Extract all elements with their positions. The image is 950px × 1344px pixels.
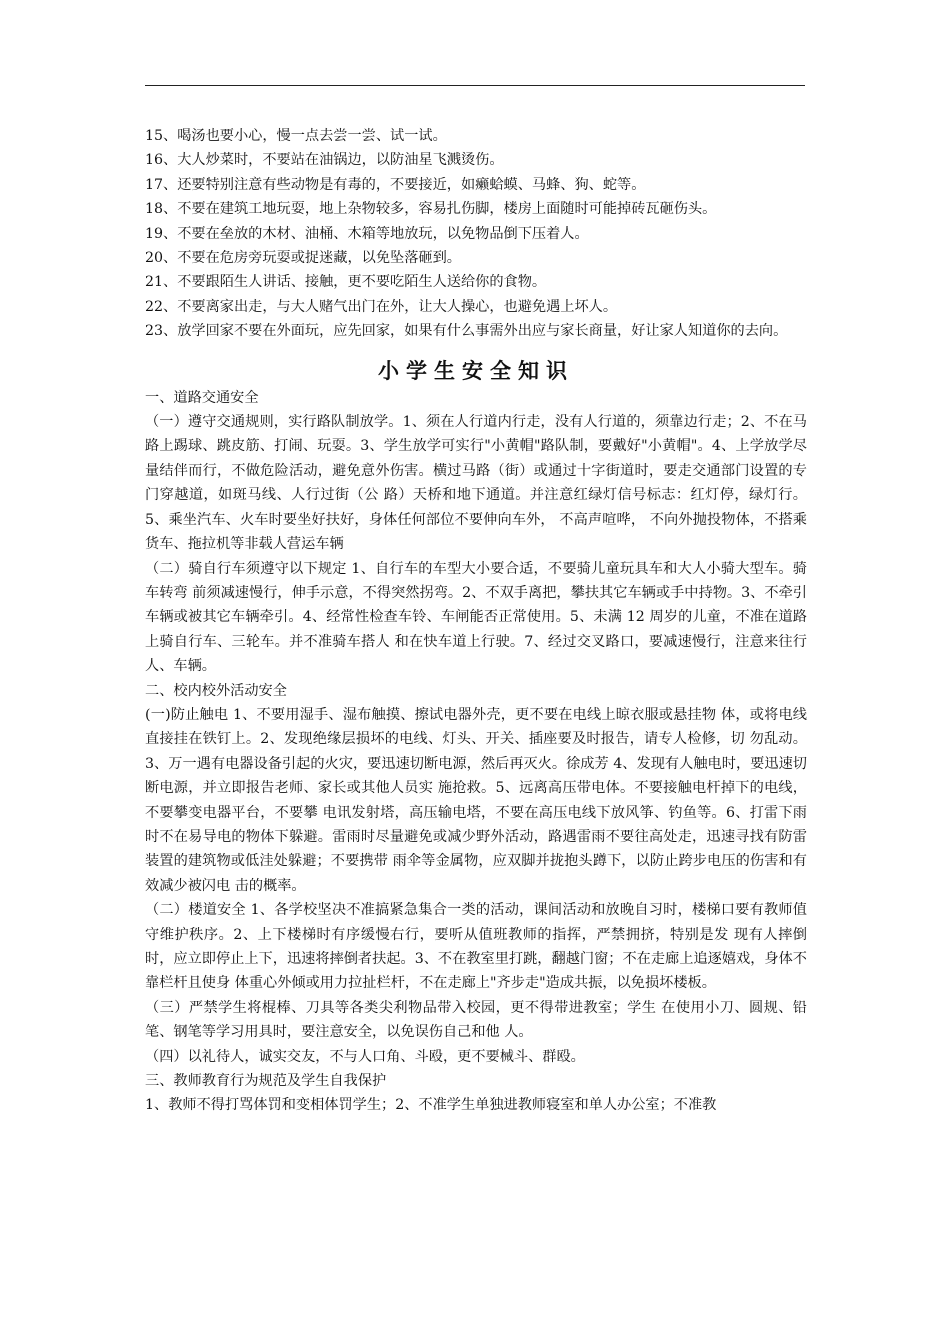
campus-safety-paragraph-1: (一)防止触电 1、不要用湿手、湿布触摸、擦试电器外壳，更不要在电线上晾衣服或悬挂物 体，或将电线直接挂在铁钉上。2、发现绝缘层损坏的电线、灯头、开关、插座要及时报告，请专人检修，切 勿乱动。3、万一遇有电器设备引起的火灾，要迅速切断电源，然后再灭火。徐成芳 4、发现有人触电时，要迅速切断电源，并立即报告老师、家长或其他人员实 施抢救。5、远离高压带电体。不要接触电杆掉下的电线，不要攀变电器平台，不要攀 电讯发射塔，高压输电塔，不要在高压电线下放风筝、钓鱼等。6、打雷下雨时不在易导电的物体下躲避。雷雨时尽量避免或减少野外活动，路遇雷雨不要往高处走，迅速寻找有防雷装置的建筑物或低洼处躲避；不要携带 雨伞等金属物，应双脚并拢抱头蹲下，以防止跨步电压的伤害和有效减少被闪电 击的概率。 [145, 706, 807, 894]
teacher-conduct-heading: 三、教师教育行为规范及学生自我保护 [145, 1073, 387, 1090]
campus-safety-heading: 二、校内校外活动安全 [145, 682, 287, 699]
document-body [145, 124, 807, 1118]
tip-15: 15、喝汤也要小心，慢一点去尝一尝、试一试。 [145, 128, 447, 144]
tip-17: 17、还要特别注意有些动物是有毒的，不要接近，如癞蛤蟆、马蜂、狗、蛇等。 [145, 176, 646, 193]
header-rule [145, 85, 805, 86]
road-safety-paragraph-2: （二）骑自行车须遵守以下规定 1、自行车的车型大小要合适，不要骑儿童玩具车和大人小骑大型车。骑车转弯 前须减速慢行，伸手示意，不得突然拐弯。2、不双手离把，攀扶其它车辆或手中持物。3、不牵引车辆或被其它车辆牵引。4、经常性检查车铃、车闸能否正常使用。5、未满 12 周岁的儿童，不准在道路上骑自行车、三轮车。并不准骑车搭人 和在快车道上行驶。7、经过交叉路口，要减速慢行，注意来往行人、车辆。 [145, 560, 807, 675]
tip-16: 16、大人炒菜时，不要站在油锅边，以防油星飞溅烫伤。 [145, 152, 504, 169]
tip-23: 23、放学回家不要在外面玩，应先回家，如果有什么事需外出应与家长商量，好让家人知道你的去向。 [145, 323, 788, 340]
campus-safety-paragraph-3: （三）严禁学生将棍棒、刀具等各类尖利物品带入校园，更不得带进教室；学生 在使用小刀、圆规、铅笔、钢笔等学习用具时，要注意安全，以免误伤自己和他 人。 [145, 999, 807, 1041]
campus-safety-paragraph-2: （二）楼道安全 1、各学校坚决不准搞紧急集合一类的活动，课间活动和放晚自习时，楼梯口要有教师值守维护秩序。2、上下楼梯时有序缓慢右行，要听从值班教师的指挥，严禁拥挤，特别是发 现有人摔倒时，应立即停止上下，迅速将摔倒者扶起。3、不在教室里打跳，翻越门窗；不在走廊上追逐嬉戏，身体不靠栏杆且使身 体重心外倾或用力拉扯栏杆，不在走廊上"齐步走"造成共振，以免损坏楼板。 [145, 902, 807, 992]
document-title: 小学生安全知识 [378, 358, 574, 383]
tip-20: 20、不要在危房旁玩耍或捉迷藏，以免坠落砸到。 [145, 250, 461, 267]
tip-21: 21、不要跟陌生人讲话、接触，更不要吃陌生人送给你的食物。 [145, 274, 547, 291]
campus-safety-paragraph-4: （四）以礼待人，诚实交友，不与人口角、斗殴，更不要械斗、群殴。 [145, 1048, 585, 1065]
road-safety-paragraph-1: （一）遵守交通规则，实行路队制放学。1、须在人行道内行走，没有人行道的，须靠边行走；2、不在马路上踢球、跳皮筋、打闹、玩耍。3、学生放学可实行"小黄帽"路队制，要戴好"小黄帽"。4、上学放学尽量结伴而行，不做危险活动，避免意外伤害。横过马路（街）或通过十字街道时，要走交通部门设置的专门穿越道，如斑马线、人行过街（公 路）天桥和地下通道。并注意红绿灯信号标志：红灯停，绿灯行。5、乘坐汽车、火车时要坐好扶好，身体任何部位不要伸向车外， 不高声喧哗， 不向外抛投物体，不搭乘货车、拖拉机等非载人营运车辆 [145, 414, 807, 553]
tip-19: 19、不要在垒放的木材、油桶、木箱等地放玩，以免物品倒下压着人。 [145, 225, 589, 242]
road-safety-heading: 一、道路交通安全 [145, 389, 259, 406]
tip-18: 18、不要在建筑工地玩耍，地上杂物较多，容易扎伤脚，楼房上面随时可能掉砖瓦砸伤头。 [145, 201, 717, 218]
tip-22: 22、不要离家出走，与大人赌气出门在外，让大人操心，也避免遇上坏人。 [145, 298, 618, 315]
teacher-conduct-paragraph-1: 1、教师不得打骂体罚和变相体罚学生；2、不准学生单独进教师寝室和单人办公室；不准教 [145, 1097, 717, 1114]
